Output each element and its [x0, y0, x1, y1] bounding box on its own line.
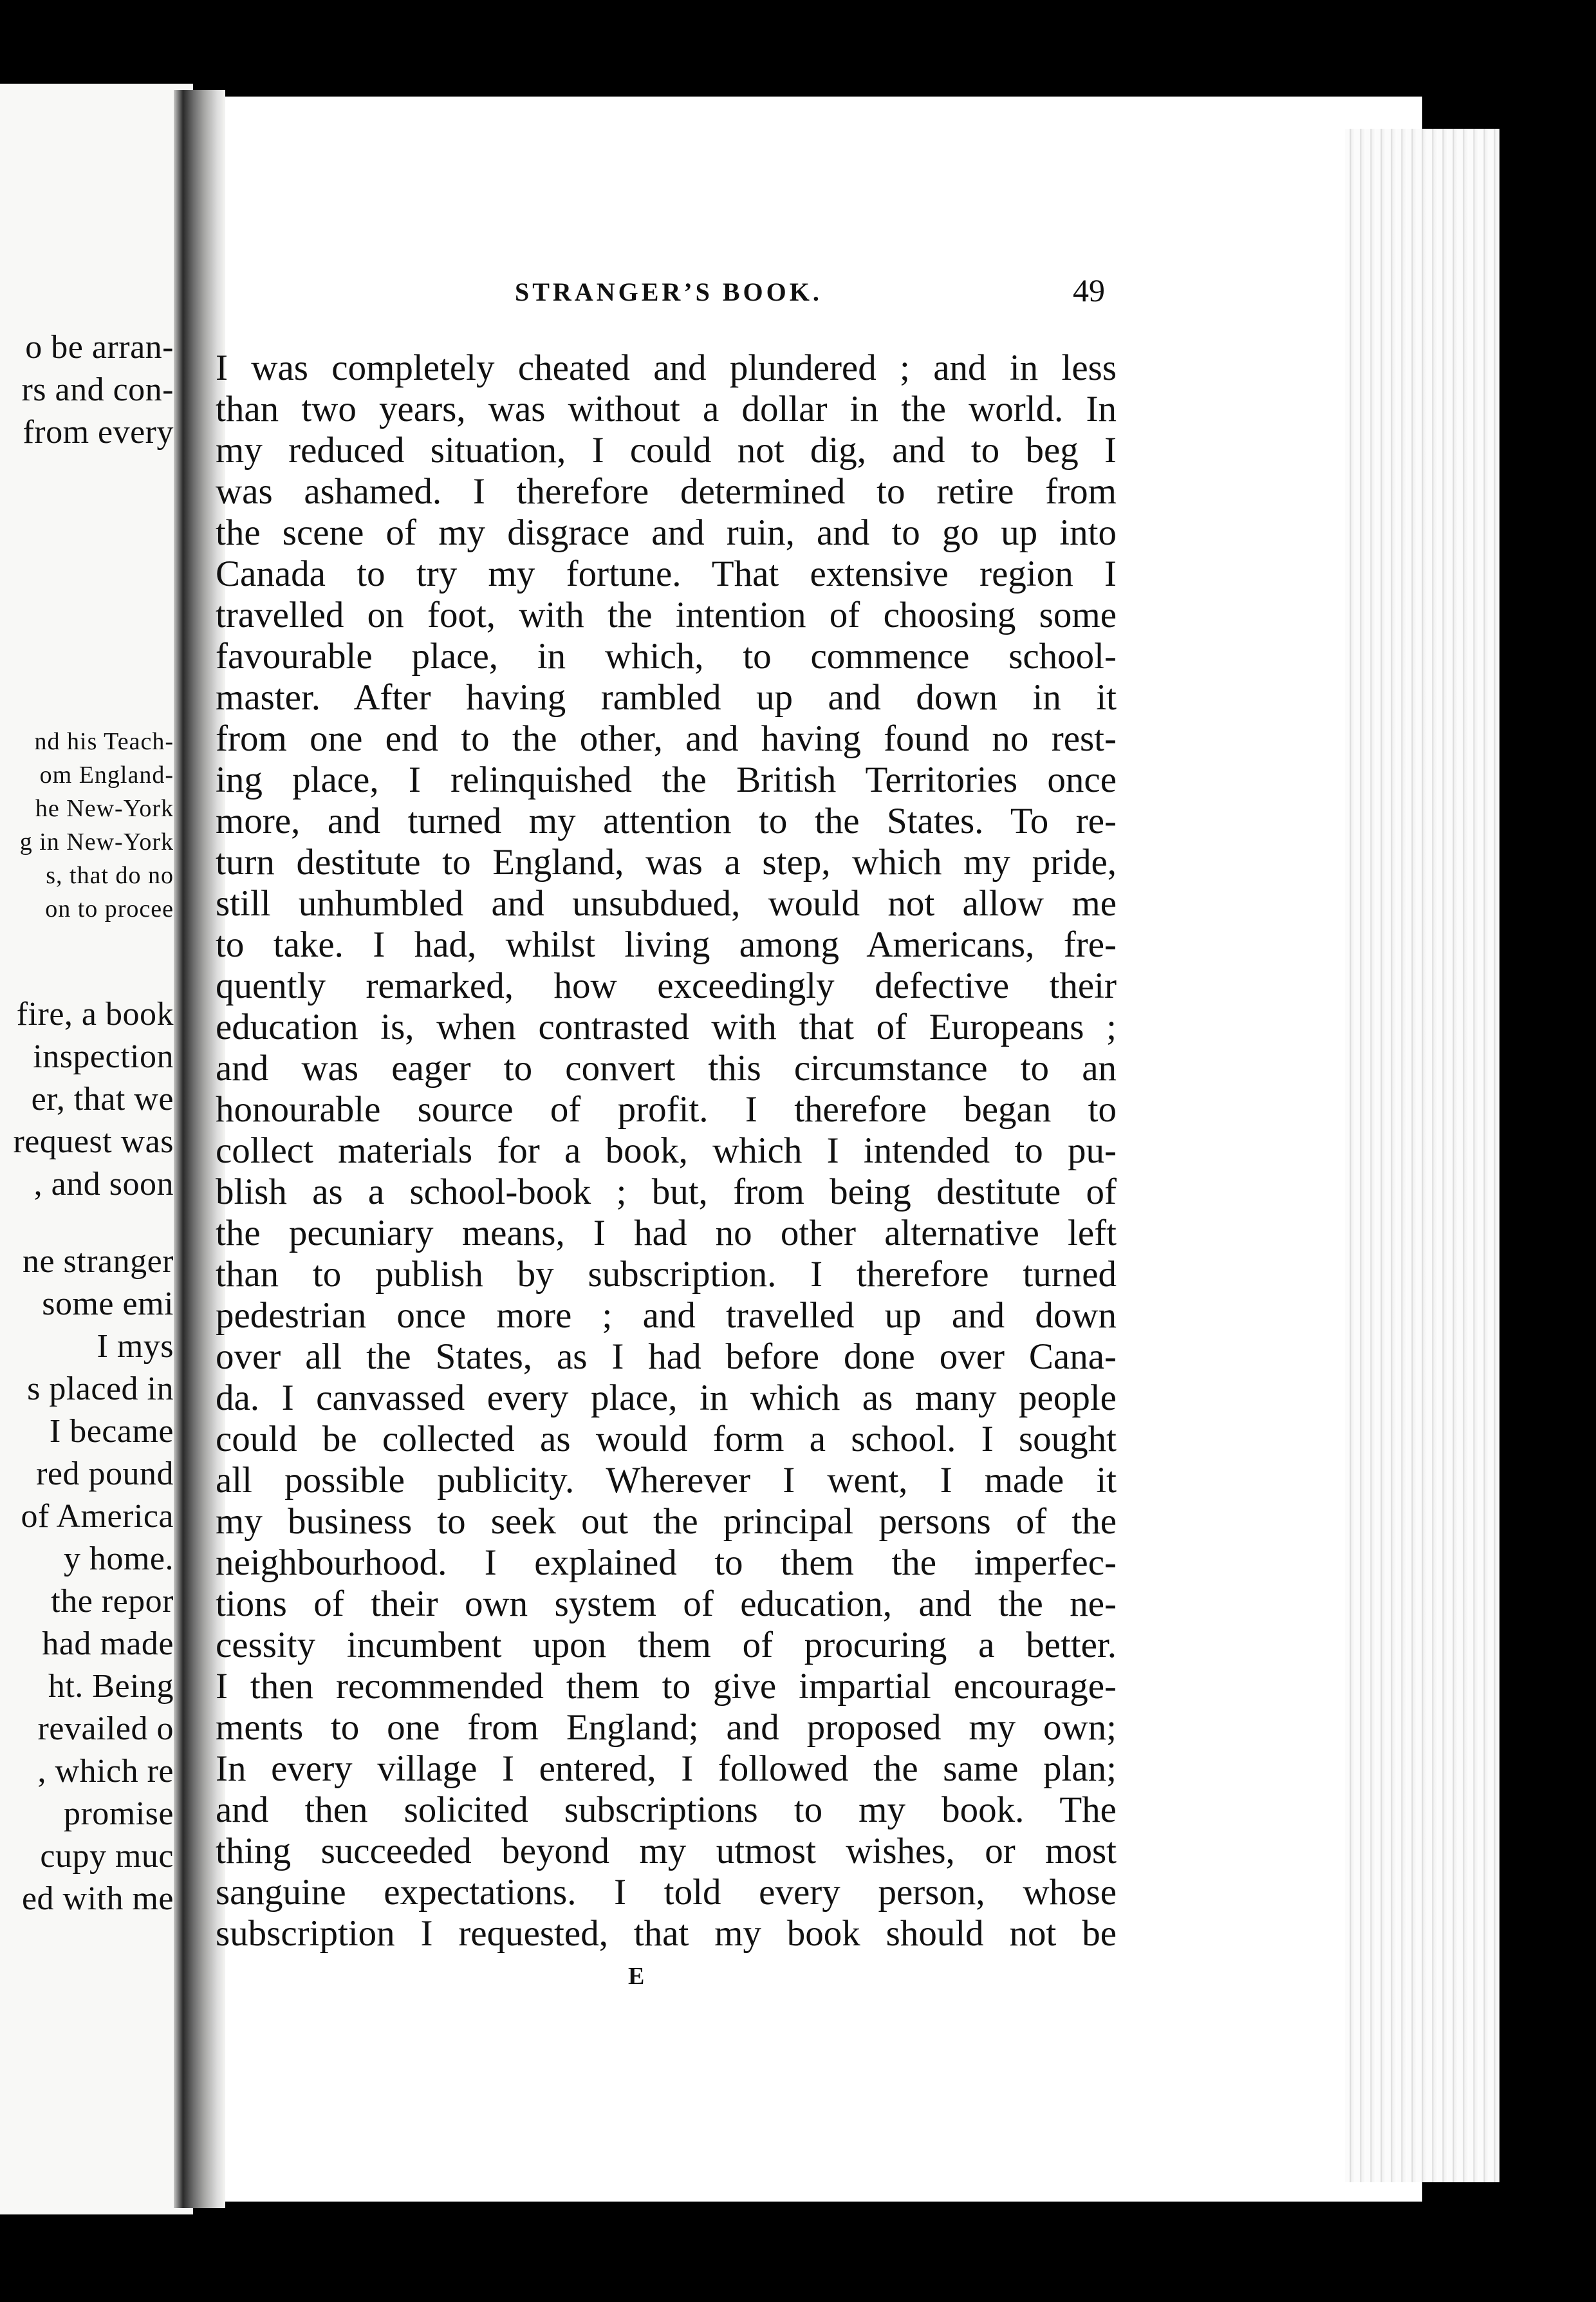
text-line: to take. I had, whilst living among Americans, fre- [216, 924, 1117, 965]
text-line: my reduced situation, I could not dig, and to beg I [216, 430, 1117, 471]
text-line: over all the States, as I had before done over Cana- [216, 1336, 1117, 1377]
text-line: pedestrian once more ; and travelled up and down [216, 1295, 1117, 1336]
left-line-small: s, that do no [46, 862, 174, 889]
running-head: STRANGER’S BOOK. [515, 277, 822, 306]
text-line: turn destitute to England, was a step, which my pride, [216, 842, 1117, 883]
left-line: o be arran- [25, 329, 174, 366]
left-line-small: om England- [39, 762, 174, 789]
text-line: more, and turned my attention to the States. To re- [216, 801, 1117, 841]
text-line: from one end to the other, and having found no rest- [216, 718, 1117, 759]
left-page-fragment [0, 84, 193, 2214]
text-line: sanguine expectations. I told every person, whose [216, 1872, 1117, 1913]
text-line: than to publish by subscription. I therefore turned [216, 1254, 1117, 1295]
text-line: and then solicited subscriptions to my book. The [216, 1790, 1117, 1830]
text-line: I was completely cheated and plundered ; and in less [216, 348, 1117, 388]
page-number: 49 [1073, 272, 1105, 308]
left-line: inspection [33, 1038, 174, 1075]
text-line: could be collected as would form a school. I sought [216, 1419, 1117, 1459]
text-line: cessity incumbent upon them of procuring a better. [216, 1625, 1117, 1665]
left-line-small: on to procee [45, 895, 174, 922]
text-line: the scene of my disgrace and ruin, and to go up into [216, 512, 1117, 553]
left-line: request was [13, 1123, 174, 1160]
left-line-small: g in New-York [19, 828, 174, 856]
text-line: honourable source of profit. I therefore began to [216, 1089, 1117, 1130]
left-line: y home. [63, 1540, 174, 1577]
text-line: quently remarked, how exceedingly defective their [216, 966, 1117, 1006]
text-line: than two years, was without a dollar in the world. In [216, 389, 1117, 429]
text-line: ing place, I relinquished the British Territories once [216, 760, 1117, 800]
left-line-small: he New-York [35, 795, 174, 822]
left-line-small: nd his Teach- [34, 728, 174, 755]
left-line: red pound [36, 1455, 174, 1492]
left-line: s placed in [27, 1371, 174, 1407]
left-line: I became [49, 1413, 174, 1450]
left-line: ne stranger [22, 1243, 174, 1280]
text-line: In every village I entered, I followed the same plan; [216, 1748, 1117, 1789]
left-line: cupy muc [40, 1838, 174, 1875]
left-line: promise [63, 1795, 174, 1832]
text-line: da. I canvassed every place, in which as many people [216, 1378, 1117, 1418]
text-line: still unhumbled and unsubdued, would not allow me [216, 883, 1117, 924]
text-line: Canada to try my fortune. That extensive region I [216, 554, 1117, 594]
text-line: the pecuniary means, I had no other alternative left [216, 1213, 1117, 1253]
signature-mark: E [628, 1963, 645, 1990]
left-line: ed with me [21, 1880, 174, 1917]
text-line: master. After having rambled up and down in it [216, 677, 1117, 718]
left-line: rs and con- [21, 371, 174, 408]
left-line: of America [21, 1498, 174, 1535]
left-line: , which re [37, 1753, 174, 1790]
text-line: favourable place, in which, to commence school- [216, 636, 1117, 677]
text-line: collect materials for a book, which I intended to pu- [216, 1130, 1117, 1171]
text-line: all possible publicity. Wherever I went, I made it [216, 1460, 1117, 1501]
text-line: blish as a school-book ; but, from being destitute of [216, 1172, 1117, 1212]
left-line: er, that we [31, 1081, 174, 1118]
text-line: ments to one from England; and proposed my own; [216, 1707, 1117, 1748]
text-line: my business to seek out the principal persons of the [216, 1501, 1117, 1542]
text-line: was ashamed. I therefore determined to retire from [216, 471, 1117, 512]
text-line: neighbourhood. I explained to them the imperfec- [216, 1542, 1117, 1583]
text-line: thing succeeded beyond my utmost wishes, or most [216, 1831, 1117, 1871]
left-line: I mys [97, 1328, 174, 1365]
page-block-edges [1345, 129, 1499, 2182]
text-line: travelled on foot, with the intention of choosing some [216, 595, 1117, 635]
left-line: some emi [42, 1286, 174, 1322]
left-line: from every [23, 414, 174, 451]
text-line: tions of their own system of education, and the ne- [216, 1584, 1117, 1624]
left-line: the repor [51, 1583, 174, 1620]
text-line: I then recommended them to give impartial encourage- [216, 1666, 1117, 1707]
left-line: , and soon [33, 1166, 174, 1202]
text-line: education is, when contrasted with that of Europeans ; [216, 1007, 1117, 1047]
text-line: and was eager to convert this circumstance to an [216, 1048, 1117, 1089]
left-line: revailed o [37, 1710, 174, 1747]
left-line: had made [42, 1625, 174, 1662]
left-line: fire, a book [16, 996, 174, 1033]
text-line: subscription I requested, that my book should not be [216, 1913, 1117, 1954]
left-line: ht. Being [48, 1668, 174, 1705]
